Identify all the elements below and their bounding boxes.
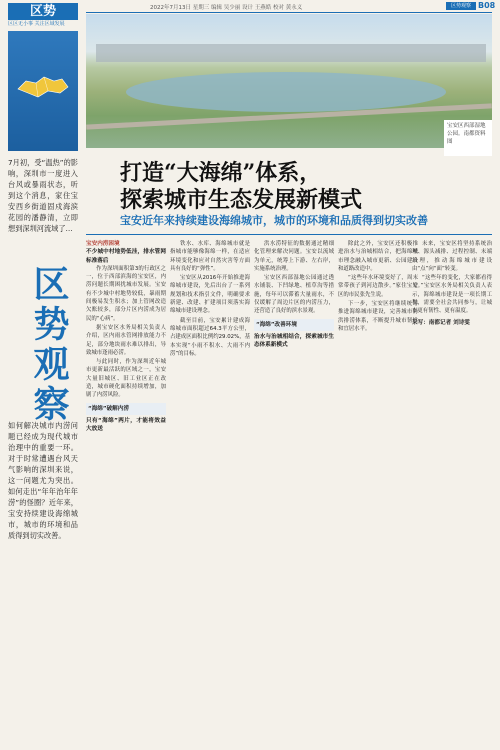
subhead-waterlogging: 宝安内涝困境	[86, 241, 120, 247]
sidebar-text-intro: 7月初，受“温热”的影响，深圳市一度进入台风或暴雨状态，听到这个消息，家住宝安西乡街道固戍海滨花园的潘静清，立即想到深圳河流域了…	[8, 158, 78, 233]
article-deck: 宝安近年来持续建设海绵城市，城市的环境和品质得到切实改善	[120, 214, 428, 227]
headline-line-1: 打造“大海绵”体系，	[120, 160, 322, 186]
paragraph: “这些年的变化，大家都看得见。”宝安区水务局相关负责人表示，海绵城市建设是一项长期工程，需要全社会共同参与，让城市更有韧性、更有温度。	[412, 275, 492, 315]
article-headline	[120, 160, 480, 214]
paragraph: 作为深圳面积第3的行政区之一，位于西部滨海的宝安区，内涝问题长期困扰城市发展。宝安有不少城中村地势较低，暴雨期间极易发生积水；加上管网改造欠账较多，部分片区内涝成为居民的“心病”。	[86, 265, 166, 322]
left-sidebar-column	[8, 157, 78, 234]
wetland-park-photo	[86, 14, 492, 148]
paragraph: 截至目前，宝安累计建成海绵城市面积超过64.3平方公里，占建成区面积比例约29.02%，基本实现“小雨不积水、大雨不内涝”的目标。	[170, 317, 250, 357]
subhead-sponge-environment-detail: 治水与治城相结合，探索城市生态体系新模式	[254, 333, 334, 349]
body-column-2	[170, 240, 250, 359]
photo-skyline	[96, 44, 486, 62]
body-column-4	[338, 240, 418, 334]
section-vertical-title: 区势观察	[28, 265, 70, 425]
paragraph: “这些年水环境变好了，周末常带孩子到河边散步。”家住宝安区的市民张先生说。	[338, 275, 418, 298]
byline-label: 采写：	[412, 319, 429, 326]
body-column-5	[412, 240, 492, 327]
paragraph: 除此之外，宝安区还积极推进治水与治城相结合，把海绵城市理念融入城市更新、公园建设和道路改造中。	[338, 241, 418, 272]
sidebar-text-commentary: 如何解决城市内涝问题已经成为现代城市治理中的重要一环。对于时常遭遇台风天气影响的深圳来说，这一问题尤为突出。如何走出“年年治年年涝”的怪圈？近年来，宝安持续建设海绵城市，城市的环境和品质得到切实改善。	[8, 421, 78, 540]
paragraph: 铁水、水库、海绵城市就是指城市能够像海绵一样，在适应环境变化和应对自然灾害等方面具有良好的“弹性”。	[170, 241, 250, 272]
headline-line-2: 探索城市生态发展新模式	[120, 187, 363, 213]
photo-caption: 宝安区西部湿地公园。南都资料图	[444, 120, 492, 156]
photo-lake	[126, 72, 446, 112]
section-brand: 区势	[8, 3, 78, 20]
body-column-3	[254, 240, 334, 350]
map-icon	[16, 71, 70, 101]
page-number: B08	[478, 1, 496, 10]
left-blue-photo	[8, 31, 78, 151]
deck-rule	[86, 234, 492, 235]
header-rule	[86, 12, 492, 13]
paragraph: 下一步，宝安区将继续统筹推进海绵城市建设，完善城市防洪排涝体系，不断提升城市韧性和宜居水平。	[338, 301, 418, 332]
subhead-sponge-solution-detail: 只有“海绵”两片，才能将效益大放送	[86, 417, 166, 433]
paragraph: 未来，宝安区将坚持系统治理、源头减排、过程控制、末端治理，推动海绵城市建设由“点”向“面”转变。	[412, 241, 492, 272]
subhead-waterlogging-detail: 不少城中村地势低洼，排水管网标准落后	[86, 249, 166, 264]
article-byline	[412, 319, 492, 327]
paragraph: 宝安区西部湿地公园通过透水铺装、下凹绿地、植草沟等措施，每年可以滞蓄大量雨水，不仅缓解了周边片区的内涝压力，还营造了良好的滨水景观。	[254, 275, 334, 315]
left-sidebar-column-lower	[8, 420, 78, 541]
body-column-1	[86, 240, 166, 434]
paragraph: 与此同时，作为深圳近年城市更新最活跃的区域之一，宝安大量旧城区、旧工业区正在改造，城市硬化面积持续增加，加剧了内涝风险。	[86, 359, 166, 399]
subhead-sponge-environment: “海绵”改善环境	[254, 319, 334, 331]
section-slogan: 区区无小事 关注区域发展	[8, 21, 65, 27]
byline-author: 南都记者 刘诗雯	[428, 319, 470, 326]
page-section-badge: 区势观察	[446, 2, 476, 10]
subhead-sponge-solution: “海绵”破解内涝	[86, 403, 166, 415]
paragraph: 洪水涝特征的数据通过精细化管理来解决问题。宝安以流域为单元，统筹上下游、左右岸，实施系统治理。	[254, 241, 334, 272]
paragraph: 据宝安区水务局相关负责人介绍，区内雨水管网排放能力不足，部分地块雨水难以排出，导致城市逢雨必涝。	[86, 324, 166, 356]
dateline: 2022年7月13日 星期三 编辑 吴少丽 设计 王燕皓 校对 黄永义	[150, 5, 303, 11]
paragraph: 宝安区从2016年开始推进海绵城市建设，先后出台了一系列规划和技术指引文件，明确要求新建、改建、扩建项目须落实海绵城市建设理念。	[170, 275, 250, 315]
